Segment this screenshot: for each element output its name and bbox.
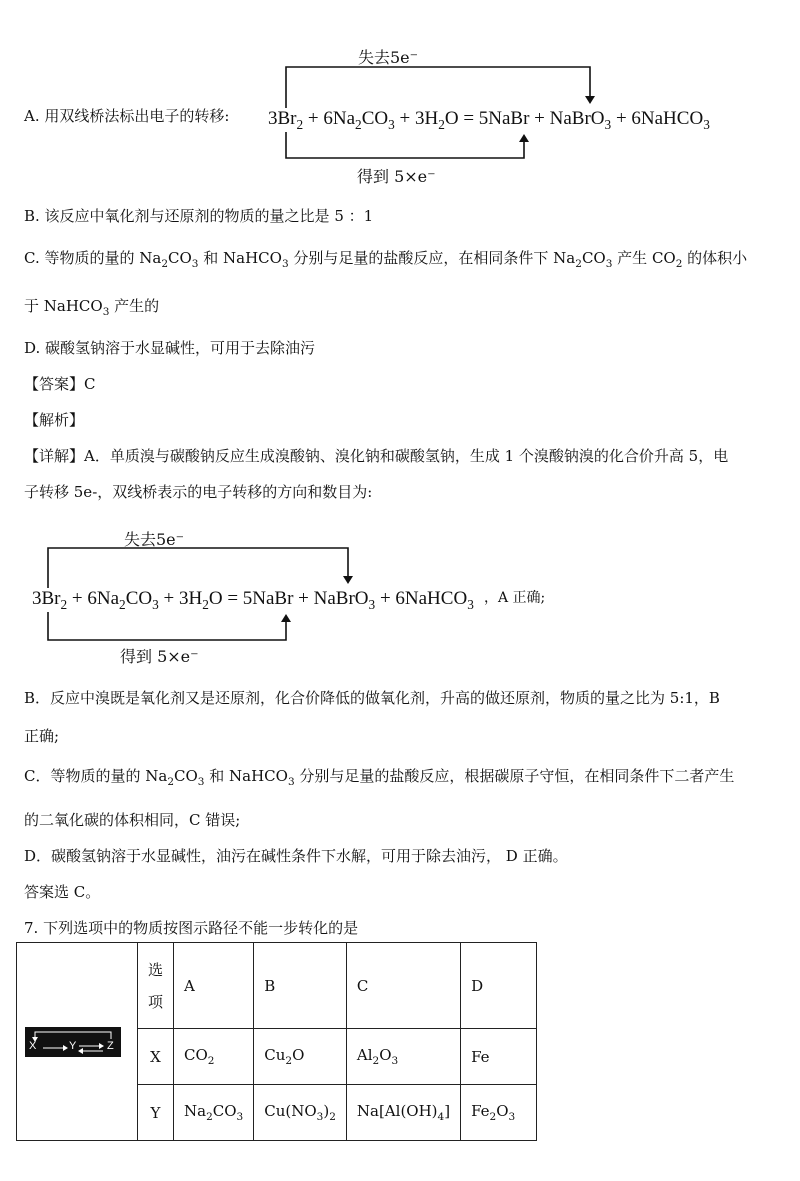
conclusion: 答案选 C。 [24,883,101,901]
col-b: B [254,943,347,1029]
option-a-prefix: A. 用双线桥法标出电子的转移: [24,107,230,125]
row-x-a: $CO_2$ [174,1029,254,1085]
row-x-c: $Al_2O_3$ [346,1029,460,1085]
detail-c-line-1: C．等物质的量的 $Na_2CO_3$ 和 NaHCO$_3$ 分别与足量的盐酸反应，根据碳原子守恒，在相同条件下二者产生 [24,767,735,788]
header-label-cell [138,943,174,1029]
detail-gain-label: 得到 5×e⁻ [120,647,199,666]
col-c: C [346,943,460,1029]
col-a: A [174,943,254,1029]
row-y-d: $Fe_2O_3$ [461,1085,537,1141]
row-y-a: $Na_2CO_3$ [174,1085,254,1141]
scheme-y: Y [69,1039,77,1052]
header-label: 选项 [148,960,164,1011]
row-y-label: Y [138,1085,174,1141]
detail-c-line-2: 的二氧化碳的体积相同，C 错误; [24,811,241,829]
detail-lose-label: 失去5e⁻ [124,530,185,549]
row-y-b: $Cu(NO_3)_2$ [254,1085,347,1141]
detail-eq-suffix: ，A 正确; [484,590,546,606]
option-c-line2: 于 NaHCO$_3$ 产生的 [24,297,160,318]
gain-electrons-label: 得到 5×e⁻ [357,167,436,186]
detail-d: D．碳酸氢钠溶于水显碱性，油污在碱性条件下水解，可用于除去油污， D 正确。 [24,847,568,865]
arrow-head-icon [519,134,529,142]
options-table [16,942,537,1141]
conversion-scheme-figure [25,1027,121,1057]
detail-b-line-2: 正确; [24,727,60,745]
answer: 【答案】C [24,375,96,393]
row-y-c: $Na[Al(OH)_4]$ [346,1085,460,1141]
scheme-cell [17,943,138,1141]
row-x-label: X [138,1029,174,1085]
option-a-equation: $3Br_2 + 6Na_2CO_3 + 3H_2O$ = 5NaBr + NaBrO$_3$ + 6NaHCO$_3$ [268,108,710,132]
arrow-head-icon [343,576,353,584]
scheme-z: Z [107,1039,114,1052]
option-b: B. 该反应中氧化剂与还原剂的物质的量之比是 5 ：1 [24,207,374,225]
detail-b-line-1: B．反应中溴既是氧化剂又是还原剂，化合价降低的做氧化剂，升高的做还原剂，物质的量之比为 5:1，B [24,689,720,707]
row-x-b: $Cu_2O$ [254,1029,347,1085]
col-d: D [461,943,537,1029]
detail-line-1: 【详解】A．单质溴与碳酸钠反应生成溴酸钠、溴化钠和碳酸氢钠，生成 1 个溴酸钠溴的化合价升高 5，电 [24,447,729,465]
arrow-head-icon [585,96,595,104]
lose-electrons-label: 失去5e⁻ [358,48,419,67]
question-7: 7. 下列选项中的物质按图示路径不能一步转化的是 [24,919,359,937]
row-x-d: Fe [461,1029,537,1085]
analysis-heading: 【解析】 [24,411,85,429]
detail-line-2: 子转移 5e-，双线桥表示的电子转移的方向和数目为: [24,483,373,501]
option-d: D. 碳酸氢钠溶于水显碱性，可用于去除油污 [24,339,316,357]
option-c-line1: C. 等物质的量的 $Na_2CO_3$ 和 NaHCO$_3$ 分别与足量的盐酸反应，在相同条件下 $Na_2CO_3$ 产生 $CO_2$ 的体积小 [24,249,748,270]
arrow-head-icon [281,614,291,622]
detail-equation: $3Br_2 + 6Na_2CO_3 + 3H_2O$ = 5NaBr + NaBrO$_3$ + 6NaHCO$_3$ [32,588,474,612]
scheme-x: X [29,1039,37,1052]
